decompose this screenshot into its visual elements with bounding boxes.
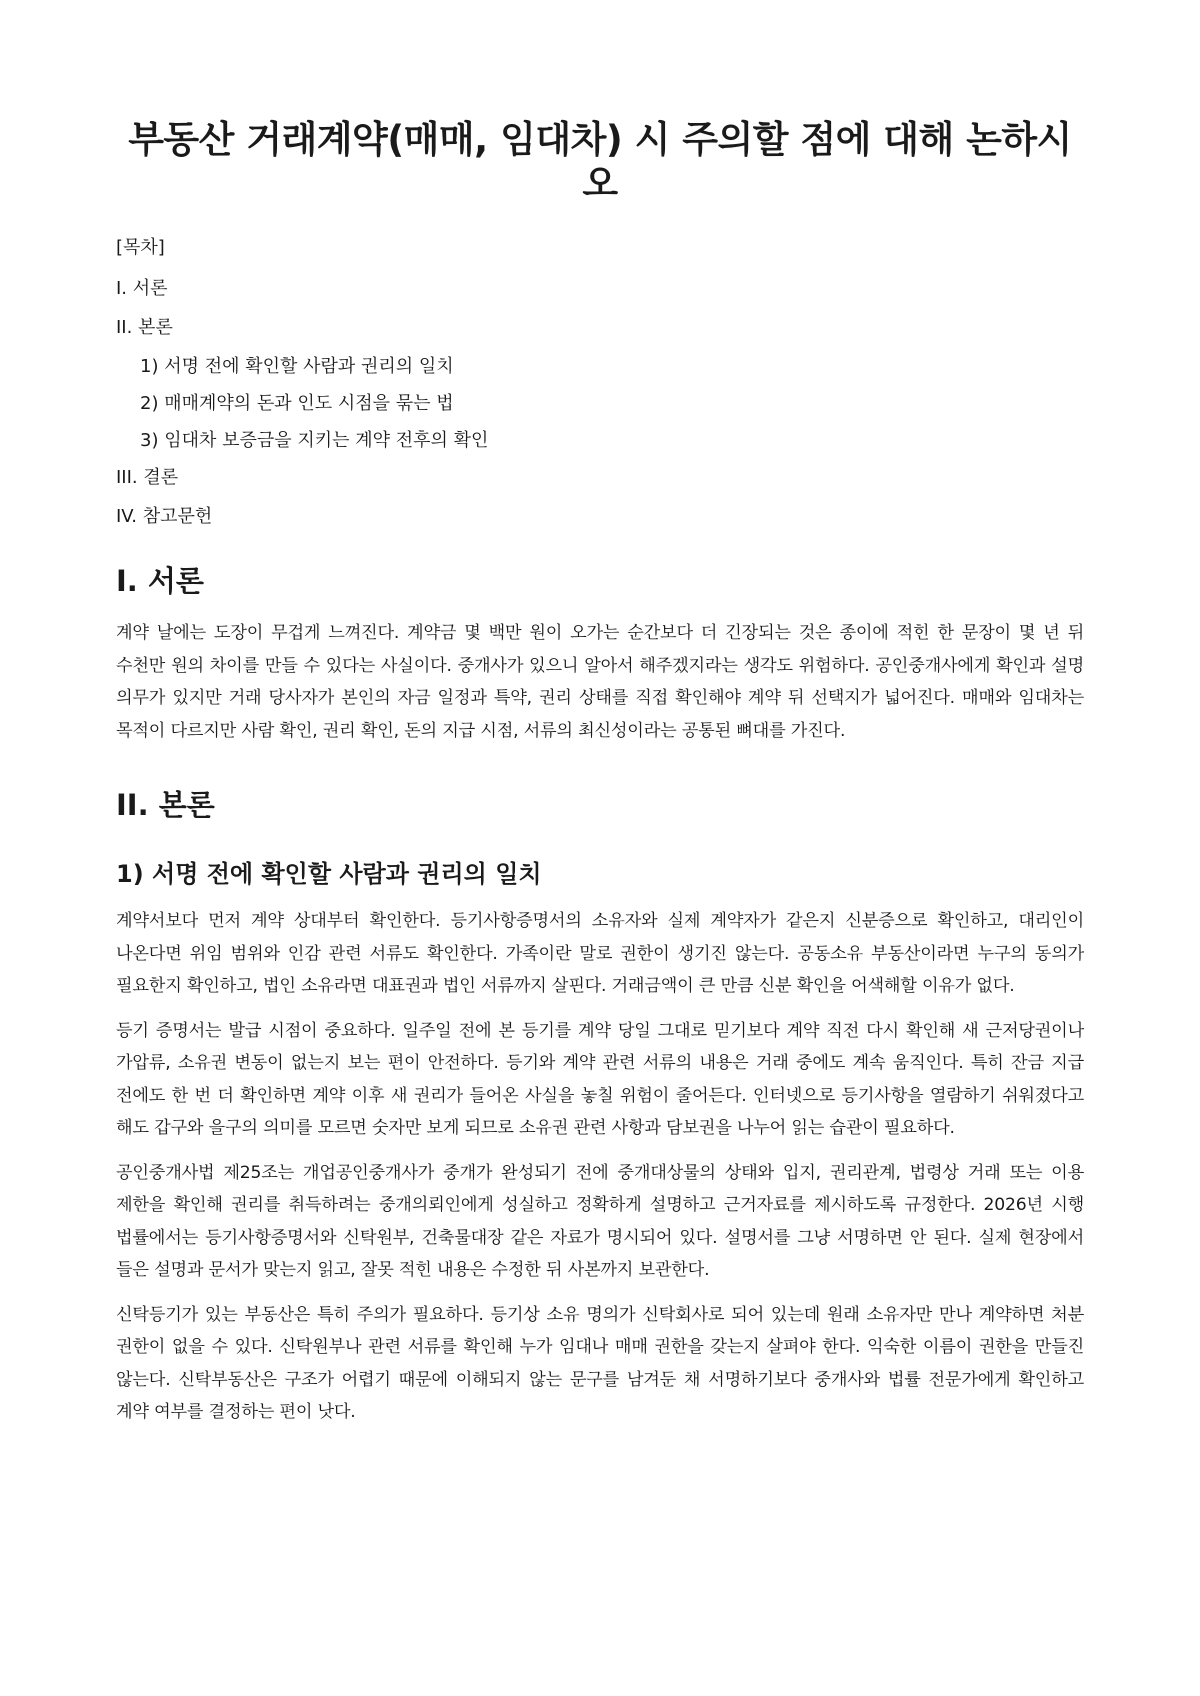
toc-heading: [목차] bbox=[116, 236, 165, 258]
section-heading: II. 본론 bbox=[116, 788, 215, 823]
paragraph: 공인중개사법 제25조는 개업공인중개사가 중개가 완성되기 전에 중개대상물의 상태와 입지, 권리관계, 법령상 거래 또는 이용 제한을 확인해 권리를 취득하려는 중개의뢰인에게 성실하고 정확하게 설명하고 근거자료를 제시하도록 규정한다. 2026년 시행 법률에서는 등기사항증명서와 신탁원부, 건축물대장 같은 자료가 명시되어 있다. 설명서를 그냥 서명하면 안 된다. 실제 현장에서 들은 설명과 문서가 맞는지 읽고, 잘못 적힌 내용은 수정한 뒤 사본까지 보관한다. bbox=[116, 1162, 1084, 1281]
toc-item: 1) 서명 전에 확인할 사람과 권리의 일치 bbox=[140, 355, 454, 377]
table-of-contents bbox=[116, 235, 1084, 529]
paragraph: 등기 증명서는 발급 시점이 중요하다. 일주일 전에 본 등기를 계약 당일 그대로 믿기보다 계약 직전 다시 확인해 새 근저당권이나 가압류, 소유권 변동이 없는지 보는 편이 안전하다. 등기와 계약 관련 서류의 내용은 거래 중에도 계속 움직인다. 특히 잔금 지급 전에도 한 번 더 확인하면 계약 이후 새 권리가 들어온 사실을 놓칠 위험이 줄어든다. 인터넷으로 등기사항을 열람하기 쉬워졌다고 해도 갑구와 을구의 의미를 모르면 숫자만 보게 되므로 소유권 관련 사항과 담보권을 나누어 읽는 습관이 필요하다. bbox=[116, 1020, 1084, 1139]
toc-item: 3) 임대차 보증금을 지키는 계약 전후의 확인 bbox=[140, 429, 489, 451]
section-heading: I. 서론 bbox=[116, 563, 204, 598]
toc-item: II. 본론 bbox=[116, 316, 173, 338]
toc-item: III. 결론 bbox=[116, 466, 179, 488]
paragraph: 계약서보다 먼저 계약 상대부터 확인한다. 등기사항증명서의 소유자와 실제 계약자가 같은지 신분증으로 확인하고, 대리인이 나온다면 위임 범위와 인감 관련 서류도 확인한다. 가족이란 말로 권한이 생기진 않는다. 공동소유 부동산이라면 누구의 동의가 필요한지 확인하고, 법인 소유라면 대표권과 법인 서류까지 살핀다. 거래금액이 큰 만큼 신분 확인을 어색해할 이유가 없다. bbox=[116, 911, 1084, 997]
section-introduction bbox=[116, 563, 1084, 747]
paragraph: 신탁등기가 있는 부동산은 특히 주의가 필요하다. 등기상 소유 명의가 신탁회사로 되어 있는데 원래 소유자만 만나 계약하면 처분 권한이 없을 수 있다. 신탁원부나 관련 서류를 확인해 누가 임대나 매매 권한을 갖는지 살펴야 한다. 익숙한 이름이 권한을 만들진 않는다. 신탁부동산은 구조가 어렵기 때문에 이해되지 않는 문구를 남겨둔 채 서명하기보다 중개사와 법률 전문가에게 확인하고 계약 여부를 결정하는 편이 낫다. bbox=[116, 1304, 1084, 1423]
paragraph: 계약 날에는 도장이 무겁게 느껴진다. 계약금 몇 백만 원이 오가는 순간보다 더 긴장되는 것은 종이에 적힌 한 문장이 몇 년 뒤 수천만 원의 차이를 만들 수 있다는 사실이다. 중개사가 있으니 알아서 해주겠지라는 생각도 위험하다. 공인중개사에게 확인과 설명 의무가 있지만 거래 당사자가 본인의 자금 일정과 특약, 권리 상태를 직접 확인해야 계약 뒤 선택지가 넓어진다. 매매와 임대차는 목적이 다르지만 사람 확인, 권리 확인, 돈의 지급 시점, 서류의 최신성이라는 공통된 뼈대를 가진다. bbox=[116, 623, 1084, 741]
toc-item: I. 서론 bbox=[116, 277, 168, 299]
subsection-heading: 1) 서명 전에 확인할 사람과 권리의 일치 bbox=[116, 860, 542, 889]
toc-item: IV. 참고문헌 bbox=[116, 505, 213, 527]
toc-item: 2) 매매계약의 돈과 인도 시점을 묶는 법 bbox=[140, 392, 454, 414]
subsection-identity-rights bbox=[116, 859, 1084, 1429]
section-body bbox=[116, 787, 1084, 1429]
document-title: 부동산 거래계약(매매, 임대차) 시 주의할 점에 대해 논하시오 bbox=[128, 118, 1072, 206]
